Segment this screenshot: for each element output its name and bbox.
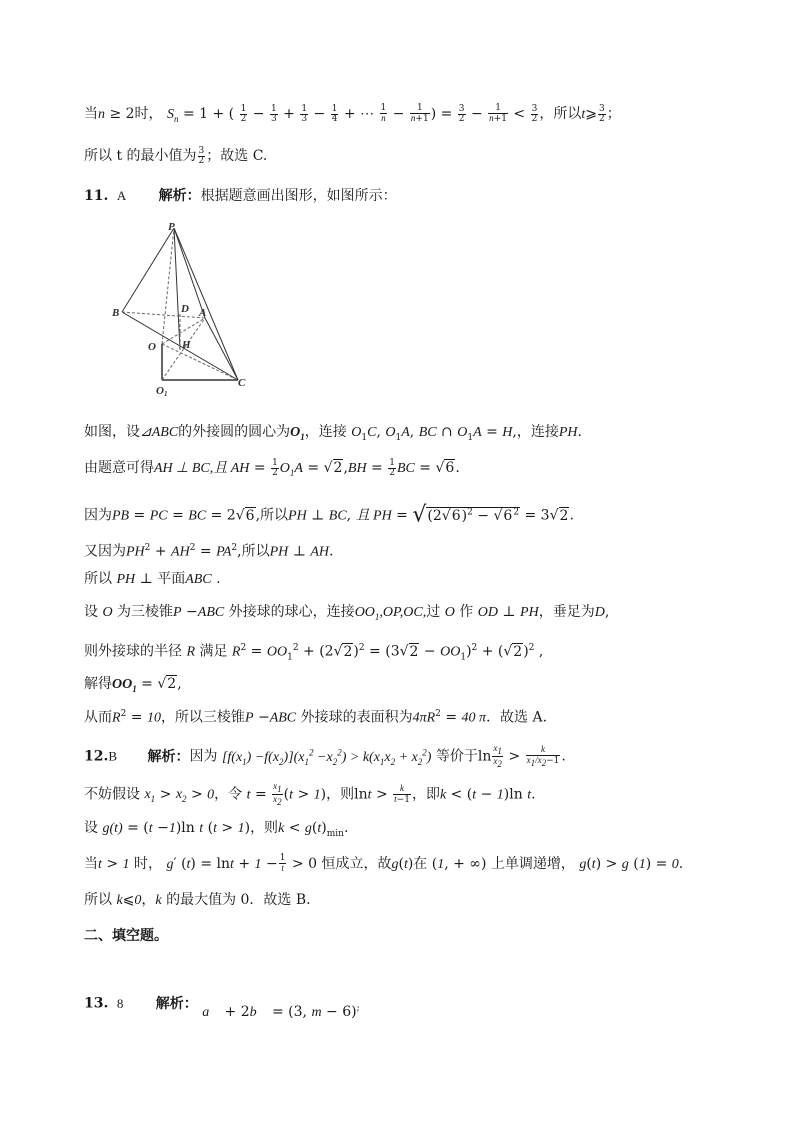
solution-line-solve: 解得$OO_1 = √2$,	[84, 676, 182, 694]
label-a: A	[199, 307, 207, 319]
solution-line-sum: 当n ≥ 2时， $S_n = 1$ + ( $\frac{1}{2}$ − $\frac{1}{3}$ + $\frac{1}{3}$ − $\frac{1}{4}$ + ⋯ $\frac{1}{n}$ − $\frac{1}{n+1}$ ) = $\frac{3}{2}$ − $\frac{1}{n+1}$ < $\frac{3}{2}$ ，所以t⩾ $\frac{3}{2}$ ；	[84, 103, 621, 124]
label-c: C	[238, 377, 246, 389]
label-d: D	[181, 303, 189, 315]
solution-line-monotonic: 当t > 1 时， g′ (t) = lnt + 1 − $\frac{1}{t}$ > 0 恒成立，故g(t)在 (1, + ∞) 上单调递增， g(t) > g (1) = 0.	[84, 853, 684, 873]
solution-line-plane: 所以 PH ⊥ 平面ABC .	[84, 571, 221, 587]
solution-line-circumcenter: 如图，设⊿ABC的外接圆的圆心为$O_1$，连接 $O_1C$, $O_1A$, BC ∩ $O_1A = H$,，连接PH.	[84, 424, 582, 443]
solution-line-perp: 由题意可得AH ⊥ BC,且 AH = $\frac{1}{2}$ $O_1A = √2,BH$ = $\frac{1}{2}$ BC = √6.	[84, 457, 460, 478]
vector-expression: a⃗ + 2b⃗ = (3, m − 6);	[202, 1003, 360, 1020]
question-13-header: 13. 8 解析： a⃗ + 2b⃗ = (3, m − 6);	[84, 995, 360, 1020]
label-o1: O1	[156, 385, 168, 398]
solution-line-conclusion: 所以 k⩽0，k 的最大值为 0．故选 B.	[84, 892, 311, 908]
label-o: O	[148, 341, 156, 353]
solution-line-ph: 因为PB = PC = BC = 2√6,所以PH ⊥ BC, 且 PH = $√(2√6)^2 - √6^2 = 3√2$.	[84, 502, 574, 528]
question-12-header: 12.B 解析：因为 $[f(x_1) -f(x_2)](x_1^2 -x_2^2) > k(x_1x_2 + x_2^2)$ 等价于ln $\frac{x_1}{x_2}$ > $\frac{k}{x_1/x_2-1}$ .	[84, 743, 566, 769]
label-h: H	[182, 339, 191, 351]
section-fill-in: 二、填空题。	[84, 928, 168, 944]
solution-line-define-g: 设 g(t) = (t −1)ln t (t > 1)，则$k < g(t)_{min}$.	[84, 820, 349, 839]
solution-line-sphere-center: 设 O 为三棱锥P −ABC 外接球的球心，连接$OO_1,OP,OC$,过 O 作 OD ⊥ PH，垂足为D,	[84, 604, 610, 622]
pyramid-figure	[110, 218, 260, 398]
solution-line-radius: 则外接球的半径 R 满足 $R^2 = OO_1^2 + (2√2)^2 = (3√2 - OO_1)^2 + (√2)^2$ ,	[84, 643, 544, 663]
question-11-header: 11. A 解析：根据题意画出图形，如图所示：	[84, 188, 397, 204]
label-b: B	[112, 307, 120, 319]
edge-pb	[122, 228, 174, 312]
solution-line-surface-area: 从而$R^2 = 10$，所以三棱锥P −ABC 外接球的表面积为$4\pi R^2 = 40$ π．故选 A.	[84, 709, 548, 726]
edge-ba-hidden	[122, 312, 205, 318]
solution-line-min: 所以 t 的最小值为 $\frac{3}{2}$ ；故选 C.	[84, 145, 268, 166]
edge-oc-hidden	[162, 344, 238, 380]
solution-line-pythag: 又因为$PH^2 + AH^2 = PA^2$,所以PH ⊥ AH.	[84, 543, 334, 560]
edge-ph	[174, 228, 180, 350]
solution-line-substitution: 不妨假设 $x_1 > x_2 > 0$，令 t = $\frac{x_1}{x_2}$ (t > 1)，则lnt > $\frac{k}{t-1}$ ，即k < (t − 1)ln t.	[84, 781, 536, 807]
label-p: P	[168, 221, 175, 233]
edge-pa	[174, 228, 205, 318]
